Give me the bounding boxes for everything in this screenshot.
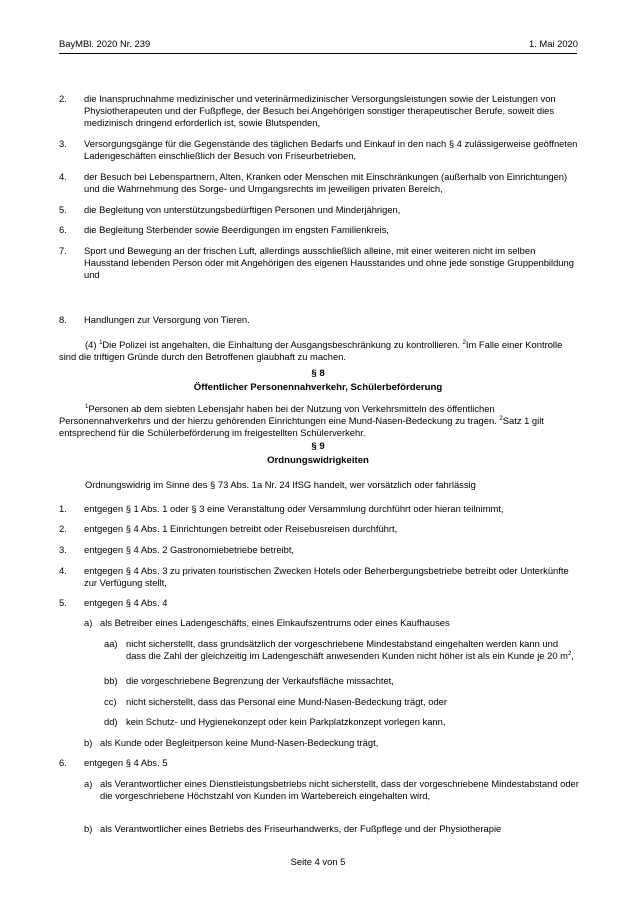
list-item-text: die Begleitung Sterbender sowie Beerdigungen im engsten Familienkreis, (84, 224, 389, 235)
header-source: BayMBl. 2020 Nr. 239 (59, 38, 151, 49)
sub-item-label: b) (84, 737, 93, 748)
list-item-text: entgegen § 4 Abs. 5 (84, 757, 168, 768)
list-item-number: 6. (59, 757, 67, 768)
list-item-text: Sport und Bewegung an der frischen Luft, allerdings ausschließlich alleine, mit einer weiteren nicht im selben Hausstand lebenden Person oder mit Angehörigen des eigenen Hausstandes und ohne jede sonstige Gruppenbildung und (84, 245, 574, 281)
section-8-number: § 8 (311, 368, 325, 379)
list-item-number: 4. (59, 171, 67, 182)
header-date: 1. Mai 2020 (529, 38, 578, 49)
list-item-number: 2. (59, 93, 67, 104)
list-item-text: Handlungen zur Versorgung von Tieren. (84, 314, 250, 325)
sub-item-text: als Verantwortlicher eines Dienstleistungsbetriebs nicht sicherstellt, dass der vorgeschriebene Mindestabstand oder die vorgeschriebene Höchstzahl von Kunden im Wartebereich eingehalten wird, (100, 778, 579, 802)
list-item-text: die Begleitung von unterstützungsbedürftigen Personen und Minderjährigen, (84, 204, 401, 215)
section-8-text: $^1$Personen ab dem siebten Lebensjahr haben bei der Nutzung von Verkehrsmitteln des öffentlichen Personennahverkehrs und der hierzu gehörenden Einrichtungen eine Mund-Nasen-Bedeckung zu tragen. $^2$Satz 1 gilt entsprechend für die Schülerbeförderung im freigestellten Schülerverkehr. (59, 403, 544, 439)
subsub-item-label: aa) (104, 638, 118, 649)
section-9-intro: Ordnungswidrig im Sinne des § 73 Abs. 1a Nr. 24 IfSG handelt, wer vorsätzlich oder fahrlässig (85, 479, 476, 490)
page-number: Seite 4 von 5 (290, 856, 346, 867)
sub-item-text: als Verantwortlicher eines Betriebs des Friseurhandwerks, der Fußpflege und der Physiotherapie (100, 823, 502, 834)
subsub-item-label: dd) (104, 716, 118, 727)
list-item-number: 5. (59, 597, 67, 608)
sub-item-text: als Betreiber eines Ladengeschäfts, eines Einkaufszentrums oder eines Kaufhauses (100, 617, 450, 628)
list-item-text: entgegen § 4 Abs. 3 zu privaten touristischen Zwecken Hotels oder Beherbergungsbetriebe betreibt oder Unterkünfte zur Verfügung stellt, (84, 565, 569, 589)
list-item-number: 4. (59, 565, 67, 576)
sub-item-text: als Kunde oder Begleitperson keine Mund-Nasen-Bedeckung trägt, (100, 737, 379, 748)
list-item-number: 1. (59, 503, 67, 514)
sub-item-label: b) (84, 823, 93, 834)
subsub-item-text: kein Schutz- und Hygienekonzept oder kein Parkplatzkonzept vorlegen kann, (126, 716, 446, 727)
sub-item-label: a) (84, 617, 93, 628)
paragraph-4: (4) $^1$Die Polizei ist angehalten, die Einhaltung der Ausgangsbeschränkung zu kontrollieren. $^2$Im Falle einer Kontrolle sind die triftigen Gründe durch den Betroffenen glaubhaft zu machen. (59, 339, 563, 363)
list-item-text: entgegen § 4 Abs. 2 Gastronomiebetriebe betreibt, (84, 544, 295, 555)
list-item-text: Versorgungsgänge für die Gegenstände des täglichen Bedarfs und Einkauf in den nach § 4 zulässigerweise geöffneten Ladengeschäften einschließlich der Besuch von Friseurbetrieben, (84, 138, 578, 162)
list-item-text: entgegen § 1 Abs. 1 oder § 3 eine Veranstaltung oder Versammlung durchführt oder hieran teilnimmt, (84, 503, 504, 514)
list-item-number: 8. (59, 314, 67, 325)
subsub-item-label: bb) (104, 675, 118, 686)
list-item-text: entgegen § 4 Abs. 1 Einrichtungen betreibt oder Reisebusreisen durchführt, (84, 523, 398, 534)
list-item-number: 7. (59, 245, 67, 256)
subsub-item-text: die vorgeschriebene Begrenzung der Verkaufsfläche missachtet, (126, 675, 394, 686)
section-8-title: Öffentlicher Personennahverkehr, Schülerbeförderung (193, 382, 443, 393)
list-item-number: 5. (59, 204, 67, 215)
list-item-text: entgegen § 4 Abs. 4 (84, 597, 168, 608)
list-item-number: 6. (59, 224, 67, 235)
subsub-item-text: nicht sicherstellt, dass das Personal eine Mund-Nasen-Bedeckung trägt, oder (126, 696, 448, 707)
list-item-text: die Inanspruchnahme medizinischer und veterinärmedizinischer Versorgungsleistungen sowie der Leistungen von Physiotherapeuten und der Fußpflege, der Besuch bei Angehörigen sonstiger therapeutischer Berufe, soweit dies medizinisch dringend erforderlich ist, sowie Blutspenden, (84, 93, 556, 129)
section-9-number: § 9 (311, 441, 325, 452)
header-rule (59, 53, 577, 54)
subsub-item-text: nicht sicherstellt, dass grundsätzlich der vorgeschriebene Mindestabstand eingehalten werden kann und dass die Zahl der gleichzeitig im Ladengeschäft anwesenden Kunden nicht höher ist als ein Kunde je 20 $m^2$, (126, 638, 574, 662)
list-item-number: 3. (59, 544, 67, 555)
section-9-title: Ordnungswidrigkeiten (267, 455, 369, 466)
subsub-item-label: cc) (104, 696, 117, 707)
sub-item-label: a) (84, 778, 93, 789)
list-item-number: 2. (59, 523, 67, 534)
list-item-number: 3. (59, 138, 67, 149)
list-item-text: der Besuch bei Lebenspartnern, Alten, Kranken oder Menschen mit Einschränkungen (außerhalb von Einrichtungen) und die Wahrnehmung des Sorge- und Umgangsrechts im jeweiligen privaten Bereich, (84, 171, 568, 195)
